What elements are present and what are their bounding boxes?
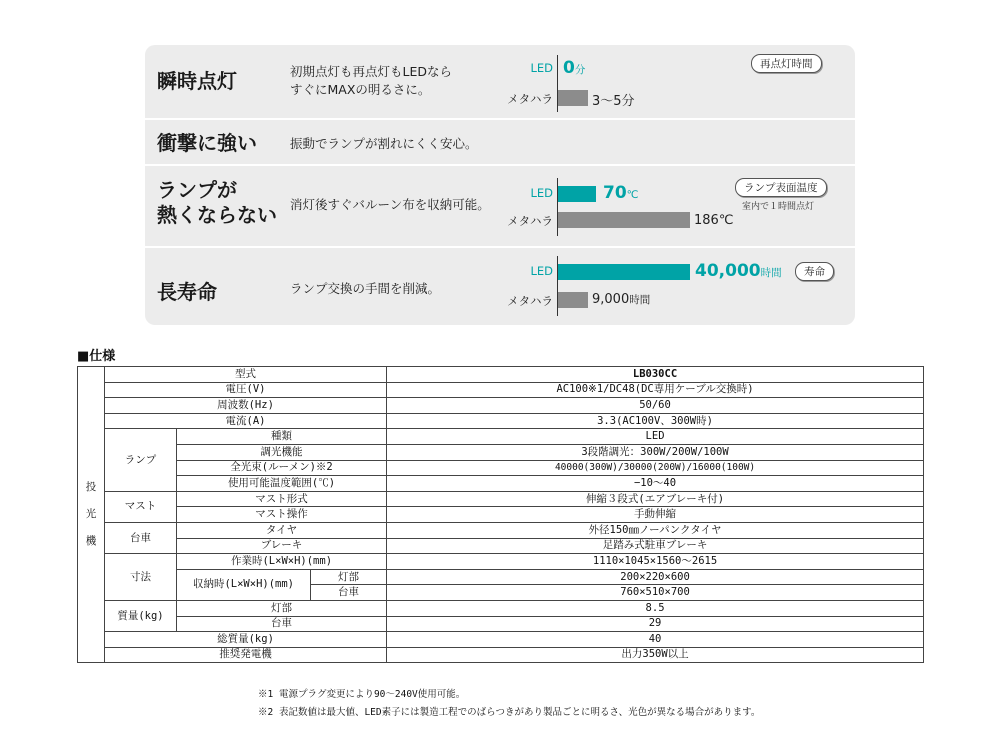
spec-value: 3段階調光：300W/200W/100W	[387, 444, 924, 460]
measurement-note: 室内で１時間点灯	[742, 202, 815, 212]
table-row	[78, 491, 924, 507]
table-row	[78, 632, 924, 648]
led-label: LED	[530, 186, 553, 200]
table-row	[78, 600, 924, 616]
table-row	[78, 569, 924, 585]
metahara-bar	[558, 90, 588, 106]
spec-table	[77, 366, 924, 663]
spec-label: 灯部	[177, 600, 387, 616]
spec-label: マスト操作	[177, 507, 387, 523]
spec-label: 灯部	[311, 569, 387, 585]
led-value: 0分	[563, 58, 586, 78]
table-row	[78, 522, 924, 538]
spec-label: マスト形式	[177, 491, 387, 507]
feature-title: ランプが 熱くならない	[157, 178, 277, 227]
badge-restart-time: 再点灯時間	[751, 54, 822, 73]
spec-value: 40	[387, 632, 924, 648]
spec-value: 1110×1045×1560～2615	[387, 554, 924, 570]
spec-label: 全光束(ルーメン)※2	[177, 460, 387, 476]
group-label-char: 投	[85, 481, 97, 494]
table-row	[78, 367, 924, 383]
spec-group-mast: マスト	[105, 491, 177, 522]
group-label-projector: 投 光 機	[78, 367, 105, 663]
feature-title: 衝撃に強い	[157, 131, 257, 155]
spec-label: 収納時(L×W×H)(mm)	[177, 569, 311, 600]
spec-label: 調光機能	[177, 444, 387, 460]
spec-label: 周波数(Hz)	[105, 398, 387, 414]
badge-lifespan: 寿命	[795, 262, 834, 281]
spec-label: 推奨発電機	[105, 647, 387, 663]
metahara-value: 186℃	[694, 213, 734, 228]
spec-value: 足踏み式駐車ブレーキ	[387, 538, 924, 554]
feature-row-temperature	[145, 166, 855, 246]
table-row	[78, 476, 924, 492]
spec-value: 8.5	[387, 600, 924, 616]
mh-label-wrap	[445, 91, 553, 107]
spec-value: 伸縮３段式(エアブレーキ付)	[387, 491, 924, 507]
metahara-bar	[558, 212, 690, 228]
led-label: LED	[530, 264, 553, 278]
feature-desc: 初期点灯も再点灯もLEDなら すぐにMAXの明るさに。	[290, 64, 452, 98]
led-value: 40,000時間	[695, 261, 782, 281]
spec-label: ブレーキ	[177, 538, 387, 554]
led-value: 70℃	[603, 183, 639, 203]
spec-value: 手動伸縮	[387, 507, 924, 523]
spec-label: 電圧(V)	[105, 382, 387, 398]
spec-value: LED	[387, 429, 924, 445]
table-row	[78, 429, 924, 445]
spec-label: 総質量(kg)	[105, 632, 387, 648]
footnote: ※1 電源プラグ変更により90～240V使用可能。	[258, 689, 466, 700]
spec-value: 200×220×600	[387, 569, 924, 585]
spec-heading: ■仕様	[77, 349, 116, 364]
mh-label-wrap	[445, 213, 553, 229]
table-row	[78, 413, 924, 429]
spec-value: 40000(300W)/30000(200W)/16000(100W)	[387, 460, 924, 476]
table-row	[78, 460, 924, 476]
footnote: ※2 表記数値は最大値、LED素子には製造工程でのばらつきがあり製品ごとに明るさ、光色が異なる場合があります。	[258, 707, 761, 718]
table-row	[78, 616, 924, 632]
feature-row-instant	[145, 45, 855, 118]
table-row	[78, 444, 924, 460]
feature-desc: ランプ交換の手間を削減。	[290, 281, 441, 296]
spec-group-lamp: ランプ	[105, 429, 177, 491]
spec-value: AC100※1/DC48(DC専用ケーブル交換時)	[387, 382, 924, 398]
spec-label: 種類	[177, 429, 387, 445]
spec-value: 外径150㎜ノーパンクタイヤ	[387, 522, 924, 538]
spec-value: 50/60	[387, 398, 924, 414]
spec-label: 作業時(L×W×H)(mm)	[177, 554, 387, 570]
spec-label: 電流(A)	[105, 413, 387, 429]
spec-value: 3.3(AC100V、300W時)	[387, 413, 924, 429]
led-label-wrap	[445, 264, 553, 280]
feature-title: 長寿命	[157, 280, 217, 304]
table-row	[78, 554, 924, 570]
feature-row-shock	[145, 120, 855, 164]
led-label-wrap	[445, 61, 553, 77]
led-bar	[558, 264, 690, 280]
spec-group-mass: 質量(kg)	[105, 600, 177, 631]
metahara-value: 9,000時間	[592, 292, 651, 307]
spec-value: −10～40	[387, 476, 924, 492]
feature-title: 瞬時点灯	[157, 69, 237, 93]
spec-value: 出力350W以上	[387, 647, 924, 663]
table-row	[78, 398, 924, 414]
spec-label: タイヤ	[177, 522, 387, 538]
led-label: LED	[530, 61, 553, 75]
spec-label: 型式	[105, 367, 387, 383]
spec-label: 台車	[311, 585, 387, 601]
badge-lamp-surface-temp: ランプ表面温度	[735, 178, 827, 197]
metahara-label: メタハラ	[507, 294, 553, 308]
feature-desc: 消灯後すぐバルーン布を収納可能。	[290, 197, 490, 212]
spec-label: 台車	[177, 616, 387, 632]
metahara-label: メタハラ	[507, 92, 553, 106]
table-row	[78, 647, 924, 663]
feature-row-lifespan	[145, 248, 855, 325]
led-label-wrap	[445, 186, 553, 202]
feature-panel	[145, 45, 855, 325]
spec-group-cart: 台車	[105, 522, 177, 553]
mh-label-wrap	[445, 293, 553, 309]
table-row	[78, 382, 924, 398]
table-row	[78, 507, 924, 523]
spec-value: 760×510×700	[387, 585, 924, 601]
table-row	[78, 538, 924, 554]
led-bar	[558, 186, 596, 202]
spec-value: 29	[387, 616, 924, 632]
metahara-value: 3～5分	[592, 94, 635, 109]
feature-desc: 振動でランプが割れにくく安心。	[290, 136, 478, 151]
metahara-bar	[558, 292, 588, 308]
spec-group-dimensions: 寸法	[105, 554, 177, 601]
metahara-label: メタハラ	[507, 214, 553, 228]
spec-value-model: LB030CC	[387, 367, 924, 383]
spec-label: 使用可能温度範囲(℃)	[177, 476, 387, 492]
